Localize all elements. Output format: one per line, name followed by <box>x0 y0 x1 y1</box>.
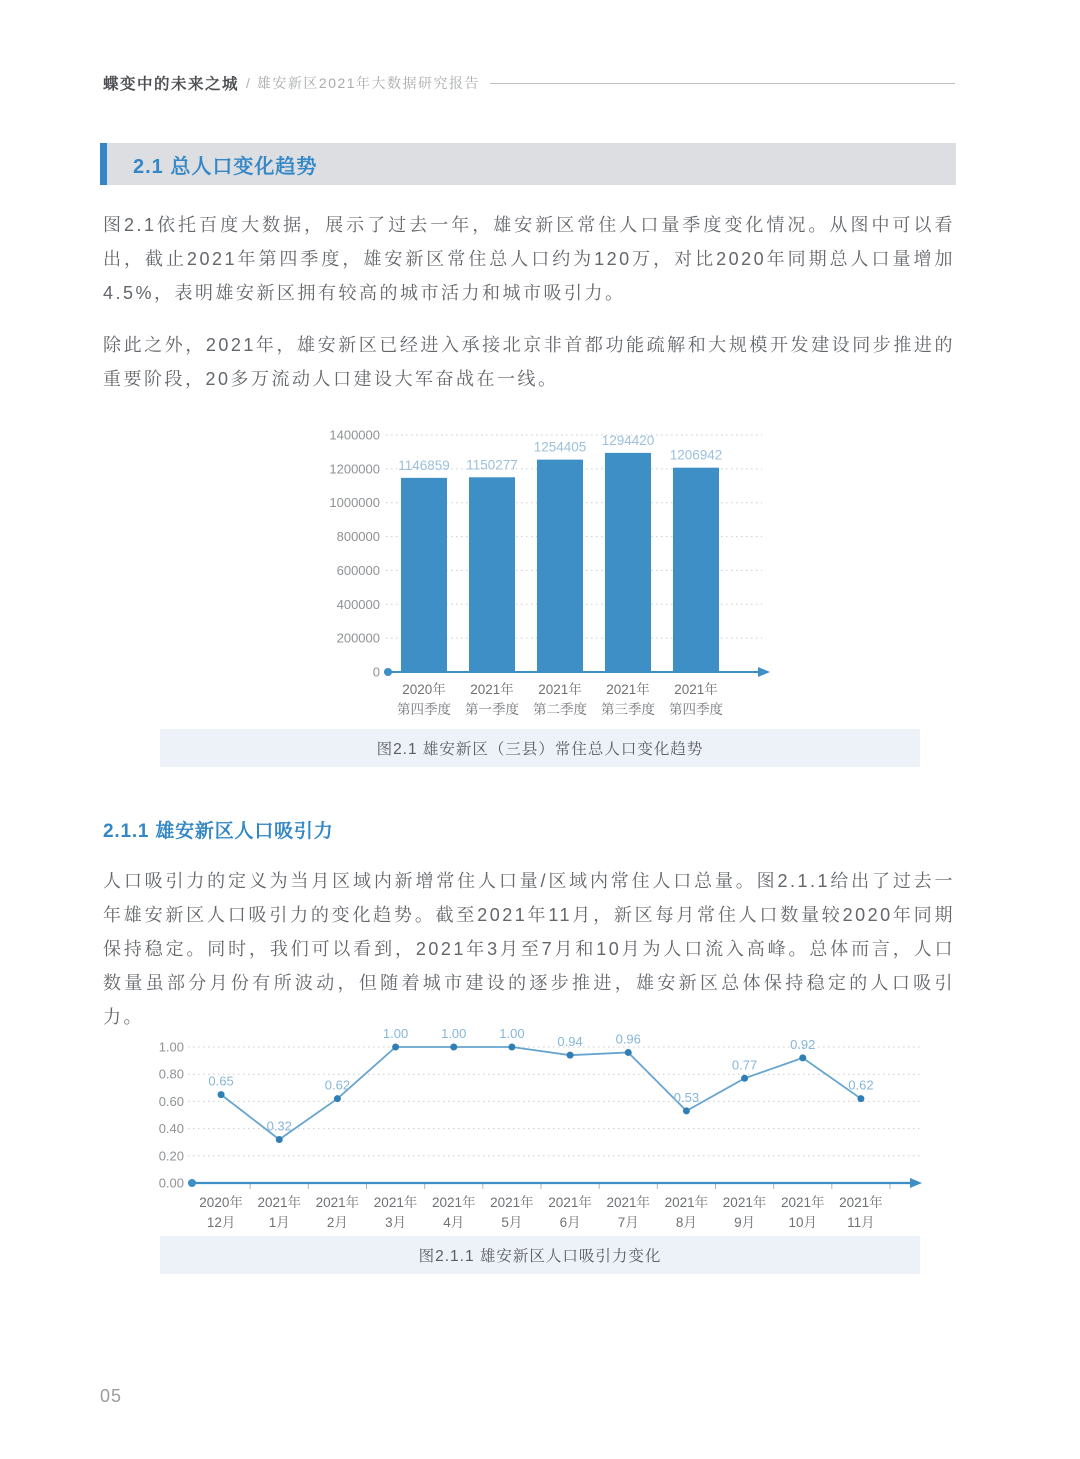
x-axis-label: 2021年 3月 <box>373 1195 418 1230</box>
data-point-4 <box>450 1044 457 1051</box>
page-number: 05 <box>100 1386 123 1406</box>
point-value-label: 0.92 <box>790 1036 816 1052</box>
subsection-title: 2.1.1 雄安新区人口吸引力 <box>103 821 334 842</box>
point-value-label: 0.32 <box>266 1118 292 1134</box>
y-tick-label: 1.00 <box>158 1039 184 1055</box>
axis-arrow-icon <box>758 667 770 677</box>
section-title: 2.1 总人口变化趋势 <box>133 155 318 178</box>
x-axis-label: 2020年 12月 <box>199 1195 243 1230</box>
report-series-title: 蝶变中的未来之城 <box>103 76 240 93</box>
y-tick-label: 0.20 <box>158 1148 184 1164</box>
paragraph-3: 人口吸引力的定义为当月区域内新增常住人口量/区域内常住人口总量。图2.1.1给出了过去一年雄安新区人口吸引力的变化趋势。截至2021年11月，新区每月常住人口数量较2020年同期保持稳定。同时，我们可以看到，2021年3月至7月和10月为人口流入高峰。总体而言，人口数量虽部分月份有所波动，但随着城市建设的逐步推进，雄安新区总体保持稳定的人口吸引力。 <box>103 871 955 1027</box>
x-axis-label: 2021年第三季度 <box>601 682 655 717</box>
x-axis-label: 2021年 10月 <box>780 1195 825 1230</box>
y-tick-label: 0.00 <box>158 1175 184 1191</box>
x-axis-label: 2021年 4月 <box>431 1195 476 1230</box>
x-axis-label: 2021年 6月 <box>548 1195 592 1230</box>
y-tick-label: 1400000 <box>329 427 380 443</box>
bar-value-label: 1146859 <box>398 457 450 473</box>
trend-line <box>221 1047 861 1139</box>
axis-origin-dot <box>188 1179 196 1187</box>
x-axis-label: 2021年 8月 <box>664 1195 709 1230</box>
data-point-2 <box>334 1095 341 1102</box>
report-subtitle: 雄安新区2021年大数据研究报告 <box>256 75 481 91</box>
y-tick-label: 0.60 <box>158 1093 184 1109</box>
point-value-label: 0.77 <box>731 1057 758 1073</box>
attraction-line-chart <box>130 1025 940 1235</box>
page-header <box>103 72 955 94</box>
y-tick-label: 0 <box>372 664 380 680</box>
population-bar-chart <box>310 420 790 725</box>
point-value-label: 0.62 <box>324 1077 351 1093</box>
bar-value-label: 1206942 <box>669 447 723 463</box>
bar-value-label: 1294420 <box>601 432 655 448</box>
axis-origin-dot <box>384 668 392 676</box>
header-separator: / <box>246 75 250 91</box>
data-point-0 <box>218 1091 225 1098</box>
x-axis-label: 2021年 11月 <box>839 1195 883 1230</box>
y-tick-label: 1200000 <box>329 461 380 477</box>
point-value-label: 0.96 <box>615 1031 641 1047</box>
x-axis-label: 2021年第二季度 <box>533 682 587 717</box>
bar-3 <box>605 453 651 672</box>
bar-0 <box>401 478 447 672</box>
figure1-caption: 图2.1 雄安新区（三县）常住总人口变化趋势 <box>160 729 920 767</box>
point-value-label: 0.65 <box>208 1073 234 1089</box>
data-point-10 <box>799 1054 806 1061</box>
x-axis-label: 2021年第一季度 <box>465 682 519 717</box>
y-tick-label: 800000 <box>336 529 380 545</box>
x-axis-label: 2020年第四季度 <box>397 682 451 717</box>
figure2-caption: 图2.1.1 雄安新区人口吸引力变化 <box>160 1236 920 1274</box>
data-point-5 <box>508 1044 515 1051</box>
bar-4 <box>673 468 719 672</box>
bar-2 <box>537 460 583 672</box>
y-tick-label: 600000 <box>336 562 380 578</box>
x-axis-label: 2021年 9月 <box>722 1195 767 1230</box>
axis-arrow-icon <box>910 1178 922 1188</box>
bar-1 <box>469 477 515 672</box>
point-value-label: 0.53 <box>673 1089 700 1105</box>
point-value-label: 1.00 <box>499 1026 525 1041</box>
x-axis-label: 2021年第四季度 <box>669 682 723 717</box>
header-rule <box>490 83 955 84</box>
y-tick-label: 0.40 <box>158 1121 184 1137</box>
data-point-1 <box>276 1136 283 1143</box>
data-point-6 <box>567 1052 574 1059</box>
data-point-7 <box>625 1049 632 1056</box>
x-axis-label: 2021年 1月 <box>257 1195 302 1230</box>
data-point-8 <box>683 1107 690 1114</box>
data-point-3 <box>392 1044 399 1051</box>
paragraph-2: 除此之外，2021年，雄安新区已经进入承接北京非首都功能疏解和大规模开发建设同步推进的重要阶段，20多万流动人口建设大军奋战在一线。 <box>103 335 955 389</box>
y-tick-label: 0.80 <box>158 1066 184 1082</box>
section-title-bar <box>100 143 956 185</box>
point-value-label: 0.62 <box>848 1077 874 1093</box>
y-tick-label: 200000 <box>336 630 380 646</box>
paragraph-1: 图2.1依托百度大数据，展示了过去一年，雄安新区常住人口量季度变化情况。从图中可以看出，截止2021年第四季度，雄安新区常住总人口约为120万，对比2020年同期总人口量增加4.5%，表明雄安新区拥有较高的城市活力和城市吸引力。 <box>103 215 955 303</box>
point-value-label: 1.00 <box>382 1026 409 1041</box>
x-axis-label: 2021年 5月 <box>490 1195 534 1230</box>
y-tick-label: 1000000 <box>329 495 380 511</box>
bar-value-label: 1150277 <box>466 457 518 473</box>
point-value-label: 1.00 <box>441 1026 467 1041</box>
point-value-label: 0.94 <box>557 1034 583 1050</box>
data-point-11 <box>857 1095 864 1102</box>
y-tick-label: 400000 <box>336 596 380 612</box>
bar-value-label: 1254405 <box>533 439 587 455</box>
x-axis-label: 2021年 2月 <box>315 1195 360 1230</box>
data-point-9 <box>741 1075 748 1082</box>
x-axis-label: 2021年 7月 <box>606 1195 651 1230</box>
